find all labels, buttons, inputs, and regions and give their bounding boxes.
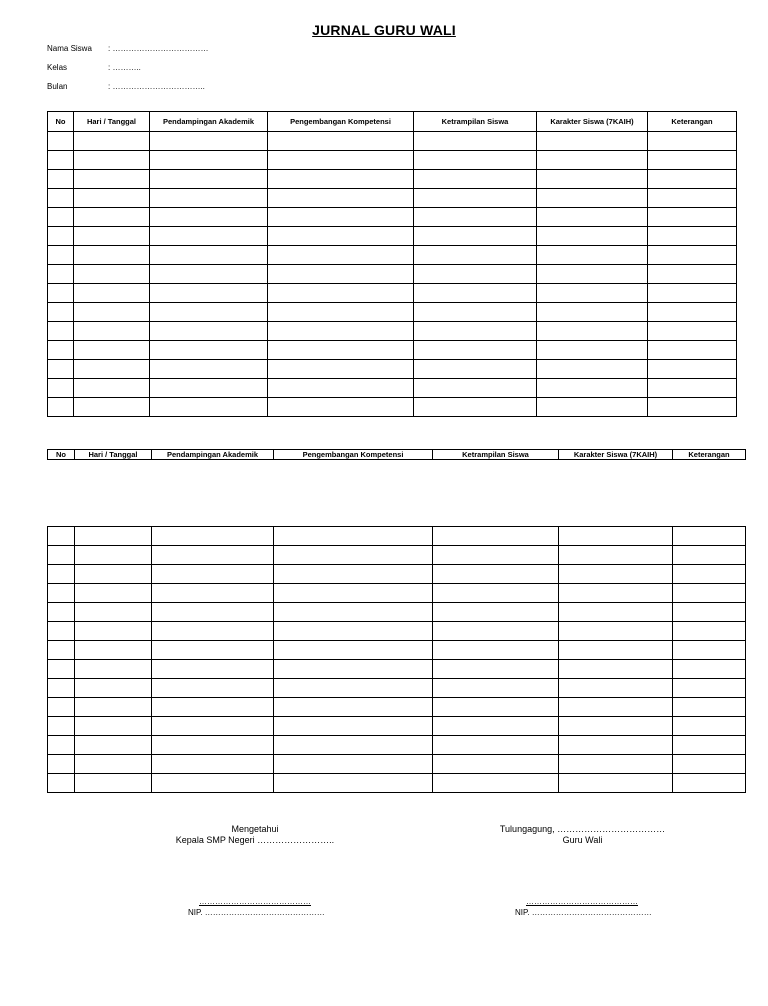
table-cell[interactable] — [75, 603, 152, 622]
table-row — [48, 341, 737, 360]
col-hari-tanggal: Hari / Tanggal — [74, 112, 150, 132]
table-row — [48, 360, 737, 379]
table-cell[interactable] — [433, 565, 559, 584]
table-cell[interactable] — [433, 717, 559, 736]
mengetahui-label: Mengetahui — [231, 824, 279, 834]
table-cell[interactable] — [537, 284, 648, 303]
table-row — [48, 170, 737, 189]
table-cell[interactable] — [648, 246, 737, 265]
table-cell[interactable] — [433, 660, 559, 679]
kepala-sekolah-label: Kepala SMP Negeri …………………….. — [175, 835, 335, 845]
table-cell[interactable] — [648, 284, 737, 303]
table-cell[interactable] — [414, 379, 537, 398]
place-date-label: Tulungagung, ……………………………… — [499, 824, 666, 834]
table-cell[interactable] — [433, 698, 559, 717]
col-no: No — [48, 450, 75, 460]
table-cell[interactable] — [48, 698, 75, 717]
table-header-row — [48, 450, 746, 460]
col-pendampingan-akademik: Pendampingan Akademik — [150, 112, 268, 132]
table-cell[interactable] — [74, 170, 150, 189]
table-cell[interactable] — [648, 189, 737, 208]
table-cell[interactable] — [559, 622, 673, 641]
table-cell[interactable] — [74, 322, 150, 341]
table-cell[interactable] — [673, 584, 746, 603]
table-cell[interactable] — [150, 170, 268, 189]
table-cell[interactable] — [648, 379, 737, 398]
table-cell[interactable] — [414, 132, 537, 151]
table-cell[interactable] — [537, 303, 648, 322]
nip-left: NIP. ……………………………………… — [188, 908, 325, 917]
table-cell[interactable] — [414, 227, 537, 246]
table-cell[interactable] — [74, 151, 150, 170]
table-cell[interactable] — [537, 265, 648, 284]
table-cell[interactable] — [268, 398, 414, 417]
table-cell[interactable] — [150, 322, 268, 341]
table-cell[interactable] — [274, 603, 433, 622]
table-cell[interactable] — [75, 736, 152, 755]
table-cell[interactable] — [648, 227, 737, 246]
table-cell[interactable] — [74, 265, 150, 284]
table-cell[interactable] — [48, 546, 75, 565]
table-cell[interactable] — [559, 584, 673, 603]
table-cell[interactable] — [559, 679, 673, 698]
table-cell[interactable] — [152, 584, 274, 603]
table-cell[interactable] — [268, 132, 414, 151]
table-cell[interactable] — [74, 227, 150, 246]
table-cell[interactable] — [75, 679, 152, 698]
table-cell[interactable] — [414, 265, 537, 284]
table-cell[interactable] — [268, 341, 414, 360]
table-row — [48, 641, 746, 660]
table-cell[interactable] — [75, 546, 152, 565]
col-hari-tanggal: Hari / Tanggal — [75, 450, 152, 460]
table-cell[interactable] — [48, 265, 74, 284]
table-cell[interactable] — [75, 622, 152, 641]
field-value: : …………………………….. — [108, 82, 205, 91]
table-cell[interactable] — [433, 774, 559, 793]
table-cell[interactable] — [150, 151, 268, 170]
field-label: Bulan — [47, 82, 68, 91]
table-cell[interactable] — [537, 227, 648, 246]
table-cell[interactable] — [74, 284, 150, 303]
table-row — [48, 717, 746, 736]
page-title: JURNAL GURU WALI — [312, 22, 456, 38]
table-row — [48, 584, 746, 603]
table-cell[interactable] — [48, 717, 75, 736]
table-cell[interactable] — [274, 660, 433, 679]
table-cell[interactable] — [559, 774, 673, 793]
table-cell[interactable] — [152, 755, 274, 774]
table-cell[interactable] — [48, 189, 74, 208]
table-cell[interactable] — [74, 208, 150, 227]
table-cell[interactable] — [48, 341, 74, 360]
col-pengembangan-kompetensi: Pengembangan Kompetensi — [268, 112, 414, 132]
table-cell[interactable] — [48, 755, 75, 774]
table-row — [48, 679, 746, 698]
table-cell[interactable] — [673, 565, 746, 584]
table-row — [48, 189, 737, 208]
table-cell[interactable] — [48, 584, 75, 603]
table-cell[interactable] — [433, 641, 559, 660]
table-cell[interactable] — [150, 379, 268, 398]
field-nama-siswa — [47, 44, 208, 53]
table-cell[interactable] — [152, 736, 274, 755]
table-cell[interactable] — [274, 774, 433, 793]
table-cell[interactable] — [74, 132, 150, 151]
table-row — [48, 660, 746, 679]
table-cell[interactable] — [268, 303, 414, 322]
table-cell[interactable] — [75, 527, 152, 546]
table-cell[interactable] — [414, 398, 537, 417]
table-cell[interactable] — [268, 151, 414, 170]
table-cell[interactable] — [152, 641, 274, 660]
table-cell[interactable] — [268, 227, 414, 246]
signature-right — [480, 824, 685, 846]
guru-wali-label: Guru Wali — [562, 835, 603, 845]
table-cell[interactable] — [648, 360, 737, 379]
table-cell[interactable] — [74, 398, 150, 417]
table-row — [48, 284, 737, 303]
journal-table-2 — [47, 526, 746, 793]
table-cell[interactable] — [152, 679, 274, 698]
table-cell[interactable] — [537, 341, 648, 360]
table-cell[interactable] — [274, 679, 433, 698]
table-cell[interactable] — [48, 360, 74, 379]
table-cell[interactable] — [648, 151, 737, 170]
table-cell[interactable] — [648, 303, 737, 322]
table-cell[interactable] — [559, 603, 673, 622]
table-row — [48, 398, 737, 417]
col-keterangan: Keterangan — [673, 450, 746, 460]
table-cell[interactable] — [414, 246, 537, 265]
table-cell[interactable] — [48, 398, 74, 417]
table-cell[interactable] — [537, 246, 648, 265]
signature-left — [150, 824, 360, 846]
table-cell[interactable] — [150, 227, 268, 246]
field-label: Nama Siswa — [47, 44, 92, 53]
table-row — [48, 322, 737, 341]
table-cell[interactable] — [673, 717, 746, 736]
table-cell[interactable] — [433, 622, 559, 641]
journal-table-1 — [47, 111, 737, 417]
table-cell[interactable] — [75, 565, 152, 584]
table-cell[interactable] — [414, 341, 537, 360]
table-cell[interactable] — [150, 265, 268, 284]
table-row — [48, 774, 746, 793]
table-cell[interactable] — [150, 398, 268, 417]
table-cell[interactable] — [537, 189, 648, 208]
table-row — [48, 527, 746, 546]
table-cell[interactable] — [48, 303, 74, 322]
col-karakter-siswa: Karakter Siswa (7KAIH) — [559, 450, 673, 460]
table-cell[interactable] — [268, 379, 414, 398]
table-row — [48, 622, 746, 641]
table-cell[interactable] — [414, 170, 537, 189]
table-cell[interactable] — [75, 698, 152, 717]
table-cell[interactable] — [559, 755, 673, 774]
table-cell[interactable] — [150, 341, 268, 360]
table-cell[interactable] — [268, 246, 414, 265]
col-ketrampilan-siswa: Ketrampilan Siswa — [433, 450, 559, 460]
table-cell[interactable] — [268, 360, 414, 379]
table-cell[interactable] — [150, 208, 268, 227]
table-cell[interactable] — [152, 527, 274, 546]
table-cell[interactable] — [274, 698, 433, 717]
table-cell[interactable] — [268, 208, 414, 227]
table-cell[interactable] — [414, 360, 537, 379]
table-cell[interactable] — [537, 379, 648, 398]
table-cell[interactable] — [433, 679, 559, 698]
table-cell[interactable] — [152, 660, 274, 679]
col-keterangan: Keterangan — [648, 112, 737, 132]
table-cell[interactable] — [274, 717, 433, 736]
table-cell[interactable] — [48, 208, 74, 227]
table-cell[interactable] — [537, 170, 648, 189]
table-cell[interactable] — [433, 584, 559, 603]
table-cell[interactable] — [537, 398, 648, 417]
table-cell[interactable] — [152, 565, 274, 584]
table-row — [48, 151, 737, 170]
table-cell[interactable] — [673, 774, 746, 793]
table-cell[interactable] — [48, 660, 75, 679]
table-row — [48, 698, 746, 717]
table-cell[interactable] — [414, 303, 537, 322]
table-cell[interactable] — [559, 546, 673, 565]
signature-name-line-right: …………………………………… — [526, 897, 638, 906]
table-row — [48, 265, 737, 284]
table-cell[interactable] — [559, 717, 673, 736]
table-cell[interactable] — [648, 398, 737, 417]
table-cell[interactable] — [48, 227, 74, 246]
field-bulan — [47, 82, 205, 91]
col-karakter-siswa: Karakter Siswa (7KAIH) — [537, 112, 648, 132]
table-cell[interactable] — [559, 565, 673, 584]
table-cell[interactable] — [274, 527, 433, 546]
table-cell[interactable] — [559, 698, 673, 717]
table-cell[interactable] — [673, 527, 746, 546]
table-cell[interactable] — [74, 379, 150, 398]
table-cell[interactable] — [537, 151, 648, 170]
table-cell[interactable] — [48, 322, 74, 341]
table-cell[interactable] — [268, 265, 414, 284]
table-cell[interactable] — [268, 189, 414, 208]
table-cell[interactable] — [414, 208, 537, 227]
col-pendampingan-akademik: Pendampingan Akademik — [152, 450, 274, 460]
journal-table-2-header — [47, 449, 746, 460]
table-cell[interactable] — [48, 151, 74, 170]
table-row — [48, 755, 746, 774]
table-row — [48, 565, 746, 584]
table-cell[interactable] — [274, 584, 433, 603]
table-cell[interactable] — [48, 603, 75, 622]
table-cell[interactable] — [75, 660, 152, 679]
table-cell[interactable] — [48, 736, 75, 755]
table-cell[interactable] — [152, 622, 274, 641]
table-cell[interactable] — [74, 189, 150, 208]
col-no: No — [48, 112, 74, 132]
table-cell[interactable] — [414, 322, 537, 341]
table-cell[interactable] — [75, 584, 152, 603]
table-cell[interactable] — [150, 189, 268, 208]
table-cell[interactable] — [48, 246, 74, 265]
table-cell[interactable] — [648, 208, 737, 227]
table-cell[interactable] — [673, 546, 746, 565]
table-row — [48, 208, 737, 227]
table-cell[interactable] — [673, 660, 746, 679]
table-cell[interactable] — [433, 603, 559, 622]
table-cell[interactable] — [74, 303, 150, 322]
table-cell[interactable] — [152, 546, 274, 565]
table-cell[interactable] — [274, 641, 433, 660]
table-row — [48, 546, 746, 565]
table-cell[interactable] — [268, 170, 414, 189]
table-cell[interactable] — [559, 736, 673, 755]
table-cell[interactable] — [537, 360, 648, 379]
table-cell[interactable] — [537, 322, 648, 341]
table-row — [48, 227, 737, 246]
table-cell[interactable] — [274, 755, 433, 774]
nip-right: NIP. ……………………………………… — [515, 908, 652, 917]
table-cell[interactable] — [537, 132, 648, 151]
table-cell[interactable] — [559, 641, 673, 660]
table-cell[interactable] — [75, 717, 152, 736]
table-cell[interactable] — [673, 622, 746, 641]
signature-name-line-left: …………………………………… — [199, 897, 311, 906]
table-cell[interactable] — [152, 717, 274, 736]
table-cell[interactable] — [537, 208, 648, 227]
table-header-row — [48, 112, 737, 132]
field-kelas — [47, 63, 141, 72]
table-row — [48, 379, 737, 398]
table-cell[interactable] — [433, 527, 559, 546]
table-cell[interactable] — [48, 379, 74, 398]
table-cell[interactable] — [48, 284, 74, 303]
table-cell[interactable] — [75, 641, 152, 660]
table-cell[interactable] — [75, 755, 152, 774]
table-cell[interactable] — [150, 303, 268, 322]
table-cell[interactable] — [648, 322, 737, 341]
table-cell[interactable] — [274, 622, 433, 641]
table-cell[interactable] — [152, 774, 274, 793]
field-value: : ……………………………… — [108, 44, 209, 53]
table-cell[interactable] — [673, 679, 746, 698]
table-cell[interactable] — [268, 322, 414, 341]
table-cell[interactable] — [48, 641, 75, 660]
table-cell[interactable] — [274, 565, 433, 584]
table-cell[interactable] — [673, 641, 746, 660]
table-cell[interactable] — [48, 774, 75, 793]
table-cell[interactable] — [150, 360, 268, 379]
table-cell[interactable] — [274, 546, 433, 565]
col-ketrampilan-siswa: Ketrampilan Siswa — [414, 112, 537, 132]
table-cell[interactable] — [673, 603, 746, 622]
table-cell[interactable] — [648, 170, 737, 189]
col-pengembangan-kompetensi: Pengembangan Kompetensi — [274, 450, 433, 460]
table-cell[interactable] — [48, 132, 74, 151]
table-cell[interactable] — [150, 284, 268, 303]
table-row — [48, 603, 746, 622]
table-cell[interactable] — [48, 679, 75, 698]
table-cell[interactable] — [414, 151, 537, 170]
table-cell[interactable] — [74, 341, 150, 360]
table-cell[interactable] — [559, 660, 673, 679]
table-cell[interactable] — [648, 132, 737, 151]
table-cell[interactable] — [152, 698, 274, 717]
field-value: : ……….. — [108, 63, 141, 72]
table-cell[interactable] — [150, 246, 268, 265]
table-cell[interactable] — [268, 284, 414, 303]
table-cell[interactable] — [75, 774, 152, 793]
table-row — [48, 132, 737, 151]
table-cell[interactable] — [648, 265, 737, 284]
table-cell[interactable] — [673, 755, 746, 774]
table-cell[interactable] — [648, 341, 737, 360]
table-cell[interactable] — [433, 755, 559, 774]
table-cell[interactable] — [433, 546, 559, 565]
table-row — [48, 246, 737, 265]
table-cell[interactable] — [433, 736, 559, 755]
table-cell[interactable] — [48, 527, 75, 546]
table-cell[interactable] — [559, 527, 673, 546]
table-cell[interactable] — [48, 622, 75, 641]
table-row — [48, 303, 737, 322]
table-cell[interactable] — [152, 603, 274, 622]
table-cell[interactable] — [414, 189, 537, 208]
table-cell[interactable] — [414, 284, 537, 303]
table-cell[interactable] — [673, 736, 746, 755]
table-cell[interactable] — [48, 565, 75, 584]
table-row — [48, 736, 746, 755]
table-cell[interactable] — [150, 132, 268, 151]
table-cell[interactable] — [274, 736, 433, 755]
table-cell[interactable] — [673, 698, 746, 717]
table-cell[interactable] — [74, 246, 150, 265]
table-cell[interactable] — [48, 170, 74, 189]
table-cell[interactable] — [74, 360, 150, 379]
field-label: Kelas — [47, 63, 68, 72]
